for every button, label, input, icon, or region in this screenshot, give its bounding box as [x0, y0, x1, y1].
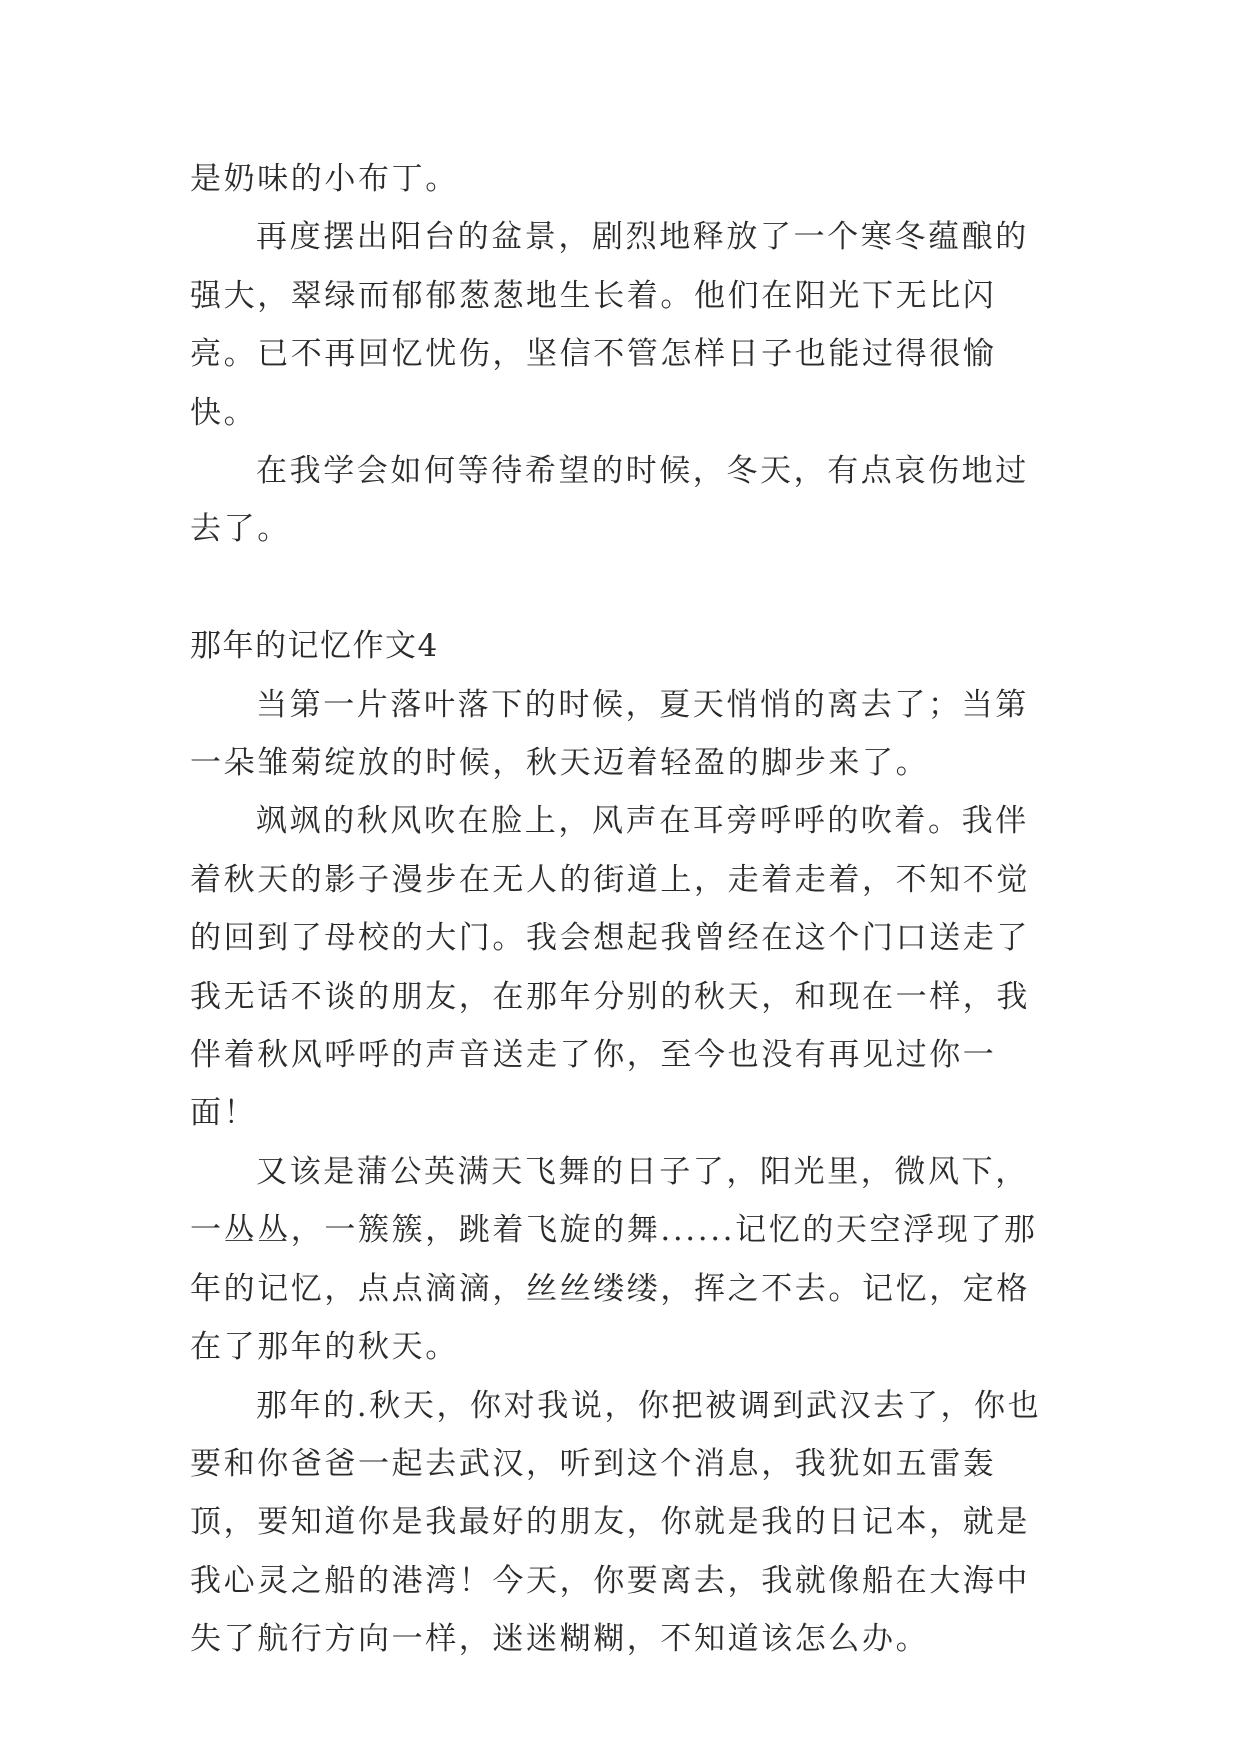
- document-body: [190, 150, 1050, 1669]
- paragraph: 在我学会如何等待希望的时候，冬天，有点哀伤地过去了。: [190, 453, 1029, 548]
- paragraph: 那年的.秋天，你对我说，你把被调到武汉去了，你也要和你爸爸一起去武汉，听到这个消息，我犹如五雷轰顶，要知道你是我最好的朋友，你就是我的日记本，就是我心灵之船的港湾！今天，你要离去，我就像船在大海中失了航行方向一样，迷迷糊糊，不知道该怎么办。: [190, 1387, 1042, 1658]
- paragraph: 飒飒的秋风吹在脸上，风声在耳旁呼呼的吹着。我伴着秋天的影子漫步在无人的街道上，走着走着，不知不觉的回到了母校的大门。我会想起我曾经在这个门口送走了我无话不谈的朋友，在那年分别的秋天，和现在一样，我伴着秋风呼呼的声音送走了你，至今也没有再见过你一面！: [190, 803, 1030, 1132]
- paragraph: 当第一片落叶落下的时候，夏天悄悄的离去了；当第一朵雏菊绽放的时候，秋天迈着轻盈的脚步来了。: [190, 686, 1029, 782]
- section-heading: 那年的记忆作文4: [190, 628, 439, 665]
- paragraph: 再度摆出阳台的盆景，剧烈地释放了一个寒冬蕴酿的强大，翠绿而郁郁葱葱地生长着。他们在阳光下无比闪亮。已不再回忆忧伤，坚信不管怎样日子也能过得很愉快。: [190, 219, 1029, 431]
- paragraph: 是奶味的小布丁。: [190, 161, 459, 197]
- paragraph: 又该是蒲公英满天飞舞的日子了，阳光里，微风下，一丛丛，一簇簇，跳着飞旋的舞......记忆的天空浮现了那年的记忆，点点滴滴，丝丝缕缕，挥之不去。记忆，定格在了那年的秋天。: [190, 1153, 1038, 1366]
